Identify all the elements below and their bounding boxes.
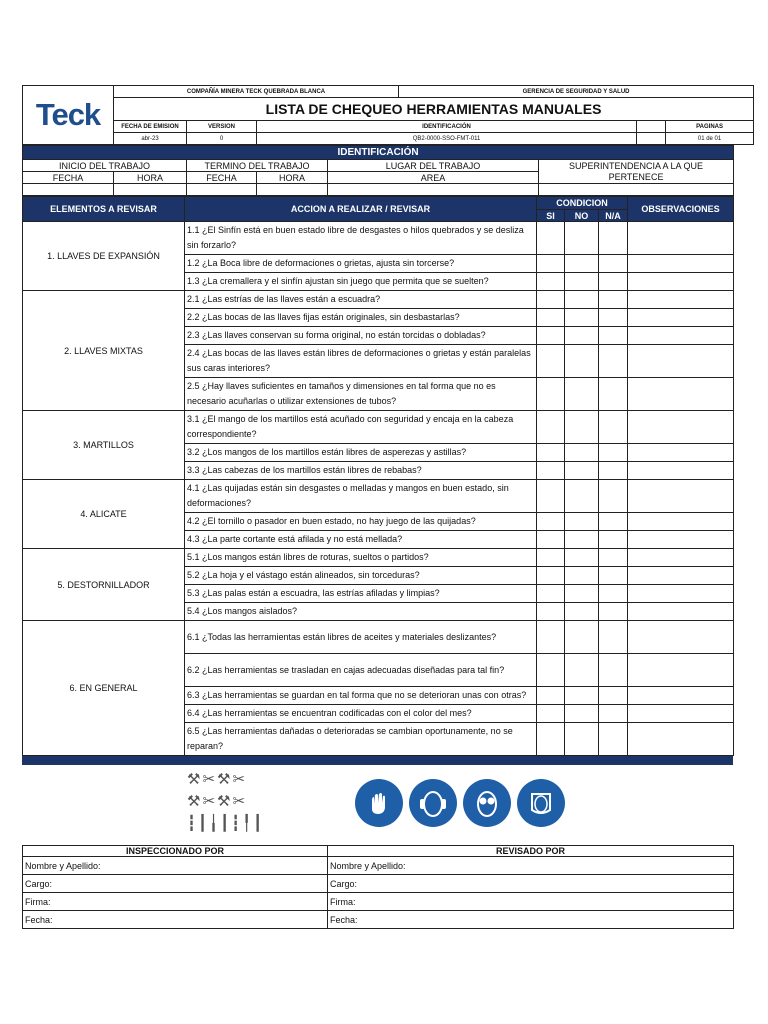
check-si-cell[interactable] — [537, 723, 565, 756]
inicio-hora-field[interactable] — [114, 184, 187, 196]
category-label: 6. EN GENERAL — [23, 621, 185, 756]
observations-cell[interactable] — [628, 513, 734, 531]
check-na-cell[interactable] — [599, 723, 628, 756]
checklist-question: 6.5 ¿Las herramientas dañadas o deterioradas se cambian oportunamente, no se reparan? — [185, 723, 537, 756]
observations-cell[interactable] — [628, 567, 734, 585]
observations-cell[interactable] — [628, 705, 734, 723]
inicio-trabajo-label: INICIO DEL TRABAJO — [23, 160, 187, 172]
check-na-cell[interactable] — [599, 309, 628, 327]
termino-trabajo-label: TERMINO DEL TRABAJO — [187, 160, 328, 172]
checklist-question: 6.2 ¿Las herramientas se trasladan en cajas adecuadas diseñadas para tal fin? — [185, 654, 537, 687]
value-identificacion: QB2-0000-SSO-FMT-011 — [257, 133, 637, 145]
check-si-cell[interactable] — [537, 480, 565, 513]
check-no-cell[interactable] — [565, 411, 599, 444]
safety-glasses-icon — [463, 779, 511, 827]
check-na-cell[interactable] — [599, 327, 628, 345]
col-accion: ACCION A REALIZAR / REVISAR — [185, 197, 537, 222]
check-si-cell[interactable] — [537, 411, 565, 444]
check-na-cell[interactable] — [599, 567, 628, 585]
checklist-question: 3.2 ¿Los mangos de los martillos están libres de asperezas y astillas? — [185, 444, 537, 462]
check-na-cell[interactable] — [599, 255, 628, 273]
category-label: 1. LLAVES DE EXPANSIÓN — [23, 222, 185, 291]
checklist-table — [22, 196, 734, 756]
superintendencia-field[interactable] — [539, 184, 734, 196]
check-na-cell[interactable] — [599, 549, 628, 567]
check-si-cell[interactable] — [537, 531, 565, 549]
check-no-cell[interactable] — [565, 345, 599, 378]
observations-cell[interactable] — [628, 654, 734, 687]
inspector-firma-field[interactable]: Firma: — [23, 893, 328, 911]
check-si-cell[interactable] — [537, 549, 565, 567]
check-no-cell[interactable] — [565, 531, 599, 549]
check-si-cell[interactable] — [537, 327, 565, 345]
face-shield-icon — [517, 779, 565, 827]
identification-section — [22, 145, 734, 196]
checklist-question: 5.1 ¿Los mangos están libres de roturas, sueltos o partidos? — [185, 549, 537, 567]
check-no-cell[interactable] — [565, 687, 599, 705]
area-field[interactable] — [328, 184, 539, 196]
label-paginas: PAGINAS — [666, 121, 754, 133]
check-si-cell[interactable] — [537, 444, 565, 462]
check-na-cell[interactable] — [599, 222, 628, 255]
check-na-cell[interactable] — [599, 378, 628, 411]
check-si-cell[interactable] — [537, 378, 565, 411]
col-elementos: ELEMENTOS A REVISAR — [23, 197, 185, 222]
check-si-cell[interactable] — [537, 687, 565, 705]
check-na-cell[interactable] — [599, 654, 628, 687]
inspector-cargo-field[interactable]: Cargo: — [23, 875, 328, 893]
check-si-cell[interactable] — [537, 345, 565, 378]
safety-icons-row — [22, 765, 733, 845]
reviewer-cargo-field[interactable]: Cargo: — [328, 875, 734, 893]
category-label: 4. ALICATE — [23, 480, 185, 549]
signature-section — [22, 845, 734, 929]
check-na-cell[interactable] — [599, 411, 628, 444]
check-na-cell[interactable] — [599, 480, 628, 513]
checklist-question: 1.3 ¿La cremallera y el sinfín ajustan sin juego que permita que se suelten? — [185, 273, 537, 291]
superintendencia-label: SUPERINTENDENCIA A LA QUE — [539, 160, 734, 172]
category-label: 2. LLAVES MIXTAS — [23, 291, 185, 411]
checklist-question: 6.4 ¿Las herramientas se encuentran codificadas con el color del mes? — [185, 705, 537, 723]
category-label: 3. MARTILLOS — [23, 411, 185, 480]
col-na: N/A — [599, 210, 628, 222]
check-no-cell[interactable] — [565, 567, 599, 585]
check-no-cell[interactable] — [565, 444, 599, 462]
check-si-cell[interactable] — [537, 654, 565, 687]
check-no-cell[interactable] — [565, 723, 599, 756]
revisado-por-label: REVISADO POR — [328, 846, 734, 857]
inicio-fecha-label: FECHA — [23, 172, 114, 184]
check-si-cell[interactable] — [537, 222, 565, 255]
observations-cell[interactable] — [628, 531, 734, 549]
check-no-cell[interactable] — [565, 273, 599, 291]
lugar-trabajo-label: LUGAR DEL TRABAJO — [328, 160, 539, 172]
check-na-cell[interactable] — [599, 513, 628, 531]
checklist-question: 3.1 ¿El mango de los martillos está acuñado con seguridad y encaja en la cabeza correspondiente? — [185, 411, 537, 444]
checklist-question: 4.2 ¿El tornillo o pasador en buen estado, no hay juego de las quijadas? — [185, 513, 537, 531]
table-row — [23, 621, 734, 654]
table-row — [23, 411, 734, 444]
reviewer-fecha-field[interactable]: Fecha: — [328, 911, 734, 929]
value-paginas: 01 de 01 — [666, 133, 754, 145]
checklist-sheet — [22, 85, 733, 929]
observations-cell[interactable] — [628, 687, 734, 705]
check-no-cell[interactable] — [565, 621, 599, 654]
check-no-cell[interactable] — [565, 309, 599, 327]
checklist-question: 1.2 ¿La Boca libre de deformaciones o grietas, ajusta sin torcerse? — [185, 255, 537, 273]
observations-cell[interactable] — [628, 549, 734, 567]
check-na-cell[interactable] — [599, 687, 628, 705]
check-no-cell[interactable] — [565, 549, 599, 567]
observations-cell[interactable] — [628, 480, 734, 513]
inspeccionado-por-label: INSPECCIONADO POR — [23, 846, 328, 857]
observations-cell[interactable] — [628, 585, 734, 603]
category-label: 5. DESTORNILLADOR — [23, 549, 185, 621]
company-logo: Teck — [23, 86, 114, 145]
check-na-cell[interactable] — [599, 585, 628, 603]
value-fecha-emision: abr-23 — [114, 133, 187, 145]
check-no-cell[interactable] — [565, 585, 599, 603]
identification-title: IDENTIFICACIÓN — [23, 146, 734, 160]
check-si-cell[interactable] — [537, 705, 565, 723]
checklist-question: 2.1 ¿Las estrías de las llaves están a escuadra? — [185, 291, 537, 309]
checklist-question: 5.2 ¿La hoja y el vástago están alineados, sin torceduras? — [185, 567, 537, 585]
checklist-question: 3.3 ¿Las cabezas de los martillos están libres de rebabas? — [185, 462, 537, 480]
termino-fecha-field[interactable] — [187, 184, 257, 196]
check-si-cell[interactable] — [537, 585, 565, 603]
check-no-cell[interactable] — [565, 513, 599, 531]
inspector-nombre-field[interactable]: Nombre y Apellido: — [23, 857, 328, 875]
observations-cell[interactable] — [628, 309, 734, 327]
observations-cell[interactable] — [628, 291, 734, 309]
document-title: LISTA DE CHEQUEO HERRAMIENTAS MANUALES — [114, 98, 754, 121]
check-na-cell[interactable] — [599, 345, 628, 378]
company-name: COMPAÑÍA MINERA TECK QUEBRADA BLANCA — [114, 86, 399, 98]
pertenece-label: PERTENECE — [539, 172, 734, 184]
reviewer-nombre-field[interactable]: Nombre y Apellido: — [328, 857, 734, 875]
check-no-cell[interactable] — [565, 654, 599, 687]
checklist-question: 6.3 ¿Las herramientas se guardan en tal forma que no se deterioran unas con otras? — [185, 687, 537, 705]
checklist-question: 4.3 ¿La parte cortante está afilada y no está mellada? — [185, 531, 537, 549]
label-identificacion: IDENTIFICACIÓN — [257, 121, 637, 133]
check-na-cell[interactable] — [599, 603, 628, 621]
check-na-cell[interactable] — [599, 444, 628, 462]
divider-bar — [22, 756, 733, 765]
check-na-cell[interactable] — [599, 291, 628, 309]
check-no-cell[interactable] — [565, 378, 599, 411]
table-row — [23, 480, 734, 513]
observations-cell[interactable] — [628, 255, 734, 273]
observations-cell[interactable] — [628, 462, 734, 480]
observations-cell[interactable] — [628, 345, 734, 378]
checklist-question: 2.4 ¿Las bocas de las llaves están libres de deformaciones o grietas y están paralelas sus caras interiores? — [185, 345, 537, 378]
checklist-question: 1.1 ¿El Sinfín está en buen estado libre de desgastes o hilos quebrados y se desliza sin forzarlo? — [185, 222, 537, 255]
label-version: VERSION — [187, 121, 257, 133]
check-si-cell[interactable] — [537, 273, 565, 291]
inicio-fecha-field[interactable] — [23, 184, 114, 196]
col-condicion: CONDICION — [537, 197, 628, 210]
management-name: GERENCIA DE SEGURIDAD Y SALUD — [399, 86, 754, 98]
check-na-cell[interactable] — [599, 531, 628, 549]
check-na-cell[interactable] — [599, 705, 628, 723]
check-si-cell[interactable] — [537, 309, 565, 327]
check-si-cell[interactable] — [537, 255, 565, 273]
check-si-cell[interactable] — [537, 462, 565, 480]
termino-hora-label: HORA — [257, 172, 328, 184]
check-no-cell[interactable] — [565, 255, 599, 273]
checklist-question: 2.3 ¿Las llaves conservan su forma original, no están torcidas o dobladas? — [185, 327, 537, 345]
col-si: SI — [537, 210, 565, 222]
gloves-icon — [355, 779, 403, 827]
termino-fecha-label: FECHA — [187, 172, 257, 184]
observations-cell[interactable] — [628, 222, 734, 255]
check-na-cell[interactable] — [599, 621, 628, 654]
observations-cell[interactable] — [628, 603, 734, 621]
observations-cell[interactable] — [628, 444, 734, 462]
check-si-cell[interactable] — [537, 513, 565, 531]
table-row — [23, 222, 734, 255]
check-si-cell[interactable] — [537, 291, 565, 309]
table-row — [23, 291, 734, 309]
document-header — [22, 85, 754, 145]
hearing-protection-icon — [409, 779, 457, 827]
observations-cell[interactable] — [628, 378, 734, 411]
check-no-cell[interactable] — [565, 705, 599, 723]
inspector-fecha-field[interactable]: Fecha: — [23, 911, 328, 929]
check-si-cell[interactable] — [537, 621, 565, 654]
termino-hora-field[interactable] — [257, 184, 328, 196]
col-observaciones: OBSERVACIONES — [628, 197, 734, 222]
check-no-cell[interactable] — [565, 222, 599, 255]
check-no-cell[interactable] — [565, 327, 599, 345]
checklist-question: 5.4 ¿Los mangos aislados? — [185, 603, 537, 621]
checklist-question: 2.5 ¿Hay llaves suficientes en tamaños y dimensiones en tal forma que no es necesario acuñarlas o utilizar extensiones de tubos? — [185, 378, 537, 411]
check-na-cell[interactable] — [599, 462, 628, 480]
check-si-cell[interactable] — [537, 603, 565, 621]
reviewer-firma-field[interactable]: Firma: — [328, 893, 734, 911]
check-no-cell[interactable] — [565, 462, 599, 480]
checklist-question: 5.3 ¿Las palas están a escuadra, las estrías afiladas y limpias? — [185, 585, 537, 603]
check-no-cell[interactable] — [565, 603, 599, 621]
inicio-hora-label: HORA — [114, 172, 187, 184]
observations-cell[interactable] — [628, 273, 734, 291]
observations-cell[interactable] — [628, 621, 734, 654]
tools-icon: ⚒✂⚒✂ ⚒✂⚒✂ ┇┃╽┃┇╿┃ — [187, 771, 265, 832]
checklist-question: 2.2 ¿Las bocas de las llaves fijas están originales, sin desbastarlas? — [185, 309, 537, 327]
check-no-cell[interactable] — [565, 480, 599, 513]
table-row — [23, 549, 734, 567]
area-label: AREA — [328, 172, 539, 184]
check-no-cell[interactable] — [565, 291, 599, 309]
value-version: 0 — [187, 133, 257, 145]
label-fecha-emision: FECHA DE EMISION — [114, 121, 187, 133]
check-si-cell[interactable] — [537, 567, 565, 585]
observations-cell[interactable] — [628, 411, 734, 444]
checklist-question: 4.1 ¿Las quijadas están sin desgastes o melladas y mangos en buen estado, sin deformaciones? — [185, 480, 537, 513]
observations-cell[interactable] — [628, 327, 734, 345]
check-na-cell[interactable] — [599, 273, 628, 291]
col-no: NO — [565, 210, 599, 222]
observations-cell[interactable] — [628, 723, 734, 756]
checklist-question: 6.1 ¿Todas las herramientas están libres de aceites y materiales deslizantes? — [185, 621, 537, 654]
